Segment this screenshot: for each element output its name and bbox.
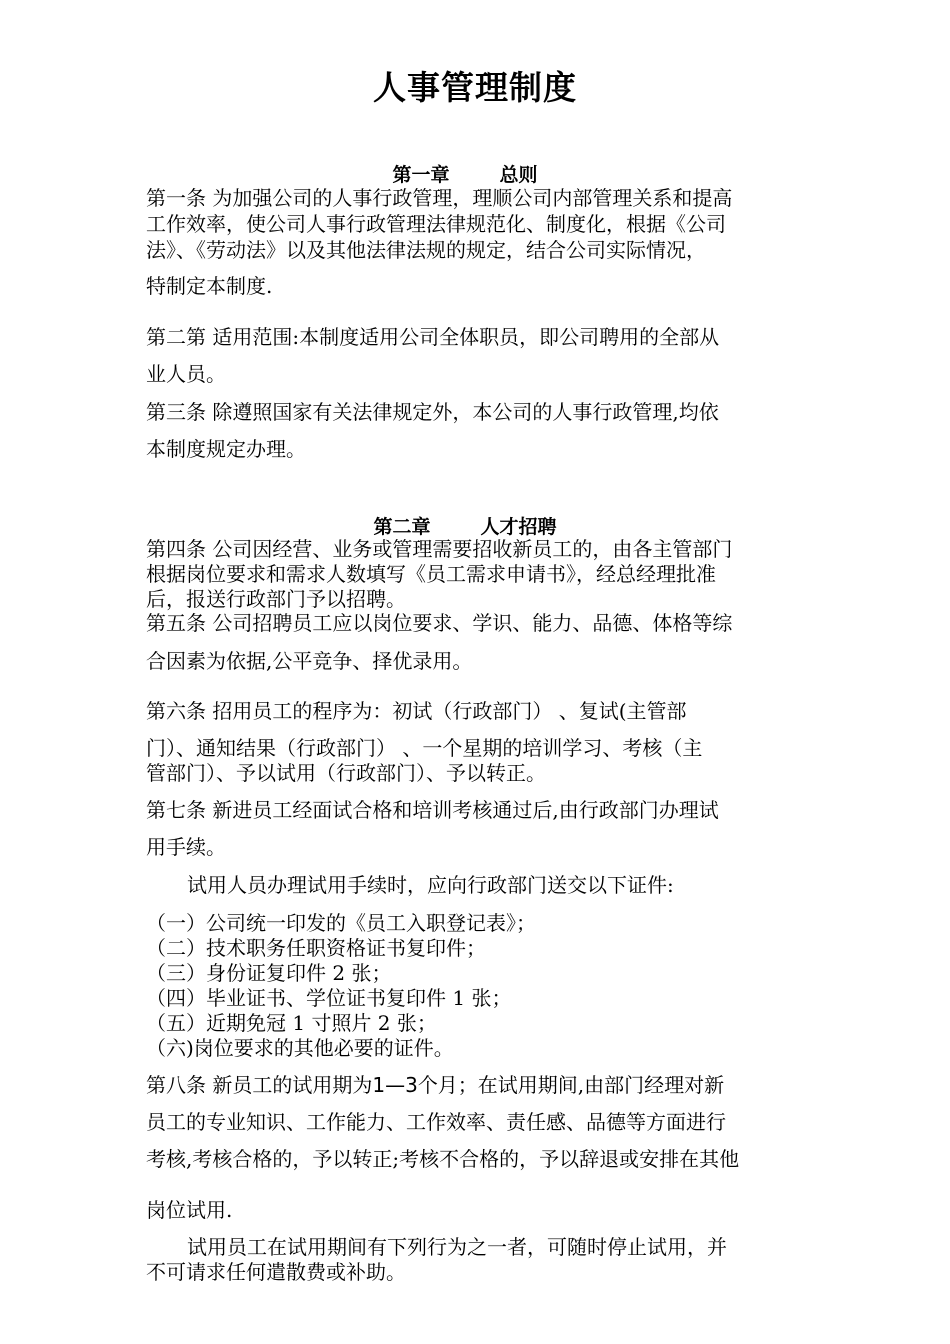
article-7-line-1: 第七条 新进员工经面试合格和培训考核通过后,由行政部门办理试: [146, 798, 719, 822]
page-title: 人事管理制度: [373, 68, 577, 107]
article-5-line-1: 第五条 公司招聘员工应以岗位要求、学识、能力、品德、体格等综: [146, 611, 733, 635]
article-6-line-3: 管部门）、予以试用（行政部门）、予以转正。: [146, 761, 546, 785]
article-6-line-1: 第六条 招用员工的程序为：初试（行政部门） 、复试(主管部: [146, 699, 687, 723]
article-2-line-2: 业人员。: [146, 362, 226, 386]
article-3-line-2: 本制度规定办理。: [146, 437, 306, 461]
article-5-line-2: 合因素为依据,公平竞争、择优录用。: [146, 649, 473, 673]
article-8-line-1: [146, 1072, 816, 1098]
document-item-1: （一）公司统一印发的《员工入职登记表》；: [146, 911, 536, 935]
document-item-5: （五）近期免冠 1 寸照片 2 张；: [146, 1011, 437, 1035]
chapter-2-name: 人才招聘: [480, 516, 557, 538]
documents-intro: 试用人员办理试用手续时，应向行政部门送交以下证件:: [187, 873, 674, 897]
probation-line-2: 不可请求任何遣散费或补助。: [146, 1260, 406, 1284]
article-4-line-1: 第四条 公司因经营、业务或管理需要招收新员工的，由各主管部门: [146, 537, 733, 561]
article-1-line-1: 第一条 为加强公司的人事行政管理，理顺公司内部管理关系和提高: [146, 186, 733, 210]
chapter-2-number: 第二章: [373, 516, 431, 538]
article-6-line-2: 门）、通知结果（行政部门） 、一个星期的培训学习、考核（主: [146, 736, 703, 760]
chapter-1-name: 总则: [499, 164, 538, 186]
article-7-line-2: 用手续。: [146, 835, 226, 859]
document-item-4: （四）毕业证书、学位证书复印件 1 张；: [146, 986, 512, 1010]
document-item-6: （六)岗位要求的其他必要的证件。: [146, 1036, 454, 1060]
chapter-1-number: 第一章: [392, 164, 450, 186]
article-1-line-3: 法》、《劳动法》以及其他法律法规的规定，结合公司实际情况，: [146, 238, 706, 262]
article-1-line-2: 工作效率，使公司人事行政管理法律规范化、制度化，根据《公司: [146, 212, 726, 236]
article-4-line-3: 后，报送行政部门予以招聘。: [146, 587, 406, 611]
article-8-line-3: 考核,考核合格的，予以转正;考核不合格的，予以辞退或安排在其他: [146, 1147, 740, 1171]
article-8-line-1-part-a: 第八条 新员工的试用期为: [146, 1073, 373, 1097]
article-4-line-2: 根据岗位要求和需求人数填写《员工需求申请书》，经总经理批准: [146, 562, 716, 586]
chapter-2-heading: [0, 512, 930, 539]
article-8-line-2: 员工的专业知识、工作能力、工作效率、责任感、品德等方面进行: [146, 1110, 726, 1134]
article-1-line-4: 特制定本制度.: [146, 274, 273, 298]
document-item-3: （三）身份证复印件 2 张；: [146, 961, 392, 985]
probation-line-1: 试用员工在试用期间有下列行为之一者，可随时停止试用，并: [187, 1235, 727, 1259]
article-8-line-1-part-c: 个月；在试用期间,由部门经理对新: [417, 1073, 725, 1097]
article-2-line-1: 第二第 适用范围:本制度适用公司全体职员，即公司聘用的全部从: [146, 325, 720, 349]
article-3-line-1: 第三条 除遵照国家有关法律规定外，本公司的人事行政管理,均依: [146, 400, 719, 424]
article-8-probation-length: 1—3: [372, 1073, 418, 1097]
article-8-line-4: 岗位试用.: [146, 1198, 233, 1222]
chapter-1-heading: [0, 160, 930, 187]
document-item-2: （二）技术职务任职资格证书复印件；: [146, 936, 486, 960]
